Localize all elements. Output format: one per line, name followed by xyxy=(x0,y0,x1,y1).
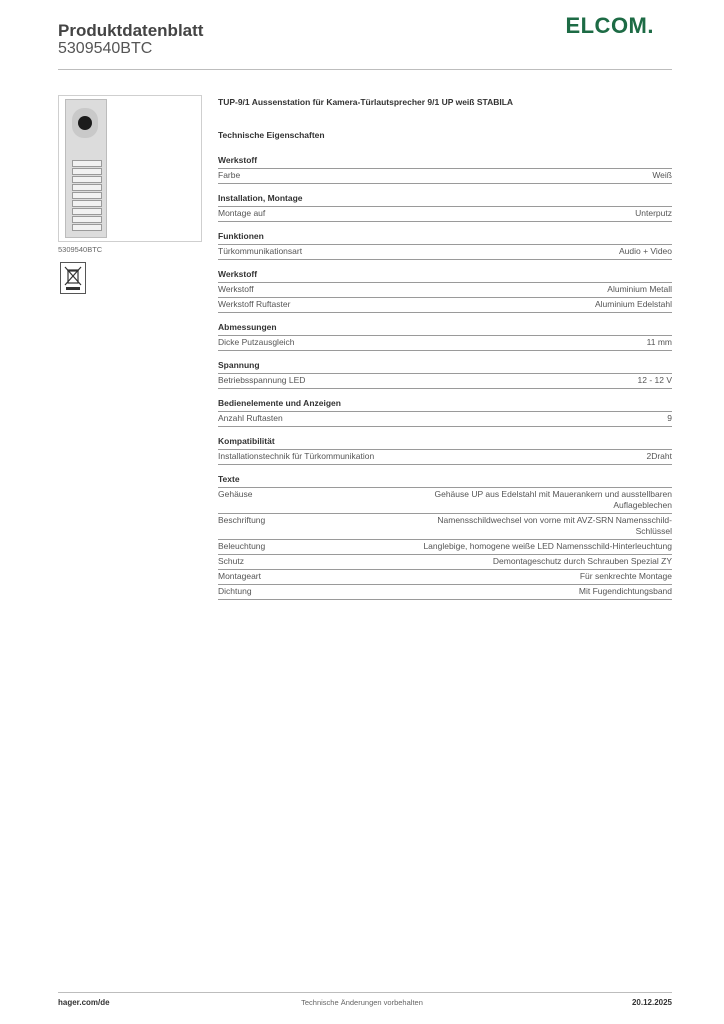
section-title: Abmessungen xyxy=(218,322,672,336)
property-label: Gehäuse xyxy=(218,489,253,499)
property-row xyxy=(218,374,672,389)
property-value: Aluminium Edelstahl xyxy=(594,299,672,309)
property-label: Farbe xyxy=(218,170,241,180)
property-row xyxy=(218,298,672,313)
section xyxy=(218,155,672,184)
property-label: Werkstoff Ruftaster xyxy=(218,299,291,309)
property-row xyxy=(218,555,672,570)
section xyxy=(218,436,672,465)
footer-date: 20.12.2025 xyxy=(631,998,672,1007)
product-image xyxy=(58,95,202,242)
property-row xyxy=(218,336,672,351)
section-title: Installation, Montage xyxy=(218,193,672,207)
property-label: Installationstechnik für Türkommunikation xyxy=(218,451,375,461)
call-button-slot xyxy=(72,184,102,191)
property-row xyxy=(218,585,672,600)
property-label: Anzahl Ruftasten xyxy=(218,413,283,423)
footer-website: hager.com/de xyxy=(58,998,110,1007)
property-value: Langlebige, homogene weiße LED Namensschild-Hinterleuchtung xyxy=(423,541,672,551)
property-value: 11 mm xyxy=(646,337,672,347)
property-value: Gehäuse UP aus Edelstahl mit Mauerankern und ausstellbaren Auflageblechen xyxy=(434,489,672,510)
section-title: Werkstoff xyxy=(218,155,672,169)
property-label: Beleuchtung xyxy=(218,541,266,551)
section xyxy=(218,398,672,427)
section-title: Bedienelemente und Anzeigen xyxy=(218,398,672,412)
property-label: Betriebsspannung LED xyxy=(218,375,306,385)
property-row xyxy=(218,514,672,540)
property-value: Für senkrechte Montage xyxy=(579,571,672,581)
property-label: Montage auf xyxy=(218,208,266,218)
property-row xyxy=(218,450,672,465)
call-button-slot xyxy=(72,176,102,183)
call-button-slot xyxy=(72,208,102,215)
call-button-slot xyxy=(72,168,102,175)
section xyxy=(218,322,672,351)
section-title: Funktionen xyxy=(218,231,672,245)
section-title: Spannung xyxy=(218,360,672,374)
section xyxy=(218,231,672,260)
header-divider xyxy=(58,69,672,70)
footer-note: Technische Änderungen vorbehalten xyxy=(301,998,423,1007)
property-label: Schutz xyxy=(218,556,244,566)
property-label: Dicke Putzausgleich xyxy=(218,337,295,347)
call-button-slot xyxy=(72,160,102,167)
property-row xyxy=(218,540,672,555)
property-value: Namensschildwechsel von vorne mit AVZ-SRN Namensschild-Schlüssel xyxy=(437,515,672,536)
property-row xyxy=(218,207,672,222)
property-label: Dichtung xyxy=(218,586,252,596)
property-value: Weiß xyxy=(652,170,672,180)
property-value: Audio + Video xyxy=(618,246,672,256)
call-button-slot xyxy=(72,224,102,231)
property-row xyxy=(218,570,672,585)
property-label: Montageart xyxy=(218,571,261,581)
call-button-slot xyxy=(72,192,102,199)
property-value: 9 xyxy=(667,413,672,423)
property-value: Mit Fugendichtungsband xyxy=(578,586,672,596)
property-row xyxy=(218,283,672,298)
product-number: 5309540BTC xyxy=(58,40,153,57)
call-button-slot xyxy=(72,200,102,207)
tech-properties-heading: Technische Eigenschaften xyxy=(218,130,325,140)
property-value: Demontageschutz durch Schrauben Spezial ZY xyxy=(492,556,672,566)
section-title: Werkstoff xyxy=(218,269,672,283)
product-title: TUP-9/1 Aussenstation für Kamera-Türlautsprecher 9/1 UP weiß STABILA xyxy=(218,97,514,107)
crossed-out-bin-icon xyxy=(60,262,86,294)
property-value: 12 - 12 V xyxy=(637,375,672,385)
footer-divider xyxy=(58,992,672,993)
property-value: Unterputz xyxy=(635,208,672,218)
door-station-panel xyxy=(65,99,107,238)
section-title: Kompatibilität xyxy=(218,436,672,450)
property-row xyxy=(218,488,672,514)
property-row xyxy=(218,169,672,184)
camera-lens-icon xyxy=(78,116,92,130)
property-row xyxy=(218,245,672,260)
property-label: Werkstoff xyxy=(218,284,254,294)
property-row xyxy=(218,412,672,427)
properties-list xyxy=(218,155,672,609)
section xyxy=(218,474,672,600)
call-button-slot xyxy=(72,216,102,223)
property-label: Beschriftung xyxy=(218,515,266,525)
section xyxy=(218,269,672,313)
document-title: Produktdatenblatt xyxy=(58,21,204,40)
image-caption: 5309540BTC xyxy=(58,245,103,254)
property-value: Aluminium Metall xyxy=(607,284,672,294)
section xyxy=(218,360,672,389)
elcom-logo: ELCOM. xyxy=(565,13,654,38)
section-title: Texte xyxy=(218,474,672,488)
section xyxy=(218,193,672,222)
property-label: Türkommunikationsart xyxy=(218,246,303,256)
property-value: 2Draht xyxy=(646,451,672,461)
